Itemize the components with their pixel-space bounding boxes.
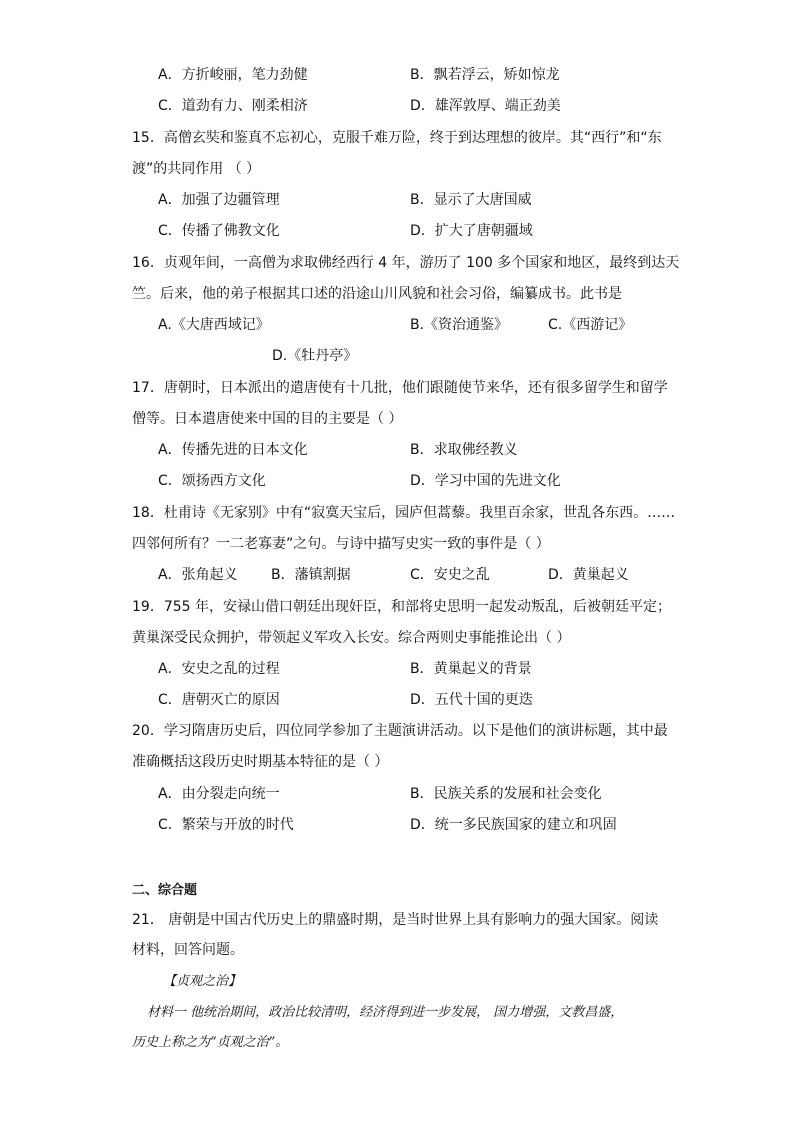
- q18-option-c: C．安史之乱: [410, 567, 490, 583]
- q21-stem-line2: 材料，回答问题。: [132, 942, 244, 958]
- q19-stem-line2: 黄巢深受民众拥护，带领起义军攻入长安。综合两则史事能推论出（ ）: [132, 630, 571, 646]
- q17-option-c: C．颂扬西方文化: [158, 473, 266, 489]
- q18-option-a: A．张角起义: [158, 567, 238, 583]
- q16-option-d: D.《牡丹亭》: [272, 348, 358, 364]
- q16-option-c: C.《西游记》: [548, 317, 633, 333]
- q17-stem-line2: 僧等。日本遣唐使来中国的目的主要是（ ）: [132, 411, 403, 427]
- q15-stem-line1: 15．高僧玄奘和鉴真不忘初心，克服千难万险，终于到达理想的彼岸。其“西行”和“东: [132, 130, 662, 146]
- q21-stem-line1: 21． 唐朝是中国古代历史上的鼎盛时期，是当时世界上具有影响力的强大国家。阅读: [132, 912, 659, 928]
- q20-stem-line2: 准确概括这段历史时期基本特征的是（ ）: [132, 754, 389, 770]
- q21-material1-line1: 材料一 他统治期间，政治比较清明，经济得到进一步发展， 国力增强，文教昌盛，: [147, 1005, 624, 1020]
- q21-material1-line2: 历史上称之为“贞观之治”。: [132, 1035, 289, 1050]
- q17-option-a: A．传播先进的日本文化: [158, 442, 308, 458]
- q14-option-d: D．雄浑敦厚、端正劲美: [410, 98, 561, 114]
- q19-stem-line1: 19．755 年，安禄山借口朝廷出现奸臣，和部将史思明一起发动叛乱，后被朝廷平定；: [132, 599, 671, 615]
- q15-stem-line2: 渡”的共同作用 （ ）: [132, 161, 261, 177]
- q20-option-c: C．繁荣与开放的时代: [158, 817, 294, 833]
- q16-option-b: B.《资治通鉴》: [410, 317, 509, 333]
- q18-stem-line1: 18．杜甫诗《无家别》中有“寂寞天宝后，园庐但蒿藜。我里百余家，世乱各东西。……: [132, 505, 676, 521]
- q19-option-a: A．安史之乱的过程: [158, 661, 280, 677]
- q14-option-b: B．飘若浮云，矫如惊龙: [410, 67, 560, 83]
- q18-option-b: B．藩镇割据: [271, 567, 351, 583]
- q16-stem-line1: 16．贞观年间，一高僧为求取佛经西行 4 年，游历了 100 多个国家和地区，最终到达天: [132, 255, 680, 271]
- q16-stem-line2: 竺。后来，他的弟子根据其口述的沿途山川风貌和社会习俗，编纂成书。此书是: [132, 286, 622, 302]
- q20-option-b: B．民族关系的发展和社会变化: [410, 786, 602, 802]
- q20-stem-line1: 20．学习隋唐历史后，四位同学参加了主题演讲活动。以下是他们的演讲标题，其中最: [132, 723, 668, 739]
- q17-option-b: B．求取佛经教义: [410, 442, 518, 458]
- q20-option-a: A．由分裂走向统一: [158, 786, 280, 802]
- q18-stem-line2: 四邻何所有？一二老寡妻”之句。与诗中描写史实一致的事件是（ ）: [132, 536, 550, 552]
- q17-stem-line1: 17．唐朝时，日本派出的遣唐使有十几批，他们跟随使节来华，还有很多留学生和留学: [132, 380, 668, 396]
- q20-option-d: D．统一多民族国家的建立和巩固: [410, 817, 617, 833]
- q14-option-a: A．方折峻丽，笔力劲健: [158, 67, 308, 83]
- q19-option-c: C．唐朝灭亡的原因: [158, 692, 280, 708]
- q15-option-a: A．加强了边疆管理: [158, 192, 280, 208]
- q21-subheading: 【贞观之治】: [163, 974, 242, 989]
- q14-option-c: C．道劲有力、刚柔相济: [158, 98, 308, 114]
- q17-option-d: D．学习中国的先进文化: [410, 473, 561, 489]
- q19-option-b: B．黄巢起义的背景: [410, 661, 532, 677]
- q15-option-c: C．传播了佛教文化: [158, 223, 280, 239]
- q19-option-d: D．五代十国的更迭: [410, 692, 533, 708]
- section-heading: 二、综合题: [132, 883, 198, 898]
- q15-option-d: D．扩大了唐朝疆域: [410, 223, 533, 239]
- q18-option-d: D．黄巢起义: [548, 567, 629, 583]
- q15-option-b: B．显示了大唐国威: [410, 192, 532, 208]
- q16-option-a: A.《大唐西域记》: [158, 317, 270, 333]
